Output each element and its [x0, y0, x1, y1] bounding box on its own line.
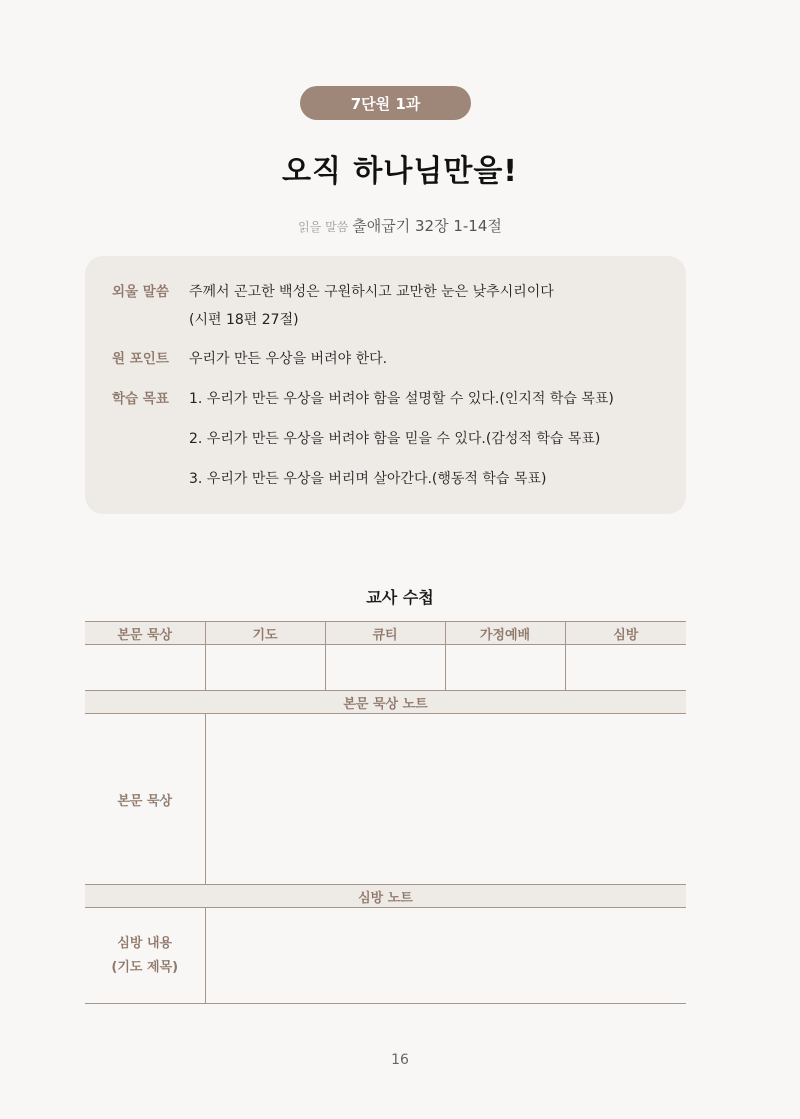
lesson-info-box [85, 256, 686, 514]
family-worship-check-cell[interactable] [445, 645, 565, 691]
reading-label: 읽을 말씀 [298, 220, 349, 234]
page-title: 오직 하나님만을! [282, 154, 518, 189]
visit-note-label-line1: 심방 내용 [117, 935, 173, 951]
visit-check-cell[interactable] [565, 645, 686, 691]
reading-ref: 출애굽기 32장 1-14절 [352, 217, 502, 235]
meditation-note-row [85, 714, 686, 885]
checklist-header-row [85, 622, 686, 645]
memory-verse-text [189, 278, 679, 334]
memory-verse-line1: 주께서 곤고한 백성은 구원하시고 교만한 눈은 낮추시리이다 [189, 284, 554, 300]
memory-verse-line2: (시편 18편 27절) [189, 312, 299, 328]
visit-note-label [85, 908, 205, 1004]
learning-goals-list [189, 385, 679, 493]
column-qt: 큐티 [325, 622, 445, 645]
one-point-text: 우리가 만든 우상을 버려야 한다. [189, 351, 388, 367]
page-number: 16 [391, 1052, 409, 1068]
meditation-check-cell[interactable] [85, 645, 205, 691]
memory-verse-label: 외울 말씀 [112, 284, 169, 300]
visit-note-band [85, 885, 686, 908]
column-meditation: 본문 묵상 [85, 622, 205, 645]
meditation-note-label: 본문 묵상 [85, 714, 205, 885]
prayer-check-cell[interactable] [205, 645, 325, 691]
checklist-entry-row [85, 645, 686, 691]
learning-goal-2: 2. 우리가 만든 우상을 버려야 함을 믿을 수 있다.(감성적 학습 목표) [189, 431, 601, 447]
visit-note-title: 심방 노트 [85, 885, 686, 908]
column-visit: 심방 [565, 622, 686, 645]
lesson-badge: 7단원 1과 [300, 86, 471, 120]
visit-note-area[interactable] [205, 908, 686, 1004]
teacher-notebook-table [85, 621, 686, 1004]
one-point-label: 원 포인트 [112, 351, 169, 367]
teacher-notebook-title: 교사 수첩 [366, 588, 434, 607]
meditation-note-area[interactable] [205, 714, 686, 885]
reading-reference [0, 215, 800, 236]
column-prayer: 기도 [205, 622, 325, 645]
learning-goals-label: 학습 목표 [112, 391, 169, 407]
learning-goal-3: 3. 우리가 만든 우상을 버리며 살아간다.(행동적 학습 목표) [189, 471, 547, 487]
meditation-note-band [85, 691, 686, 714]
visit-note-row [85, 908, 686, 1004]
visit-note-label-line2: (기도 제목) [111, 959, 179, 975]
qt-check-cell[interactable] [325, 645, 445, 691]
column-family-worship: 가정예배 [445, 622, 565, 645]
learning-goal-1: 1. 우리가 만든 우상을 버려야 함을 설명할 수 있다.(인지적 학습 목표) [189, 391, 614, 407]
meditation-note-title: 본문 묵상 노트 [85, 691, 686, 714]
